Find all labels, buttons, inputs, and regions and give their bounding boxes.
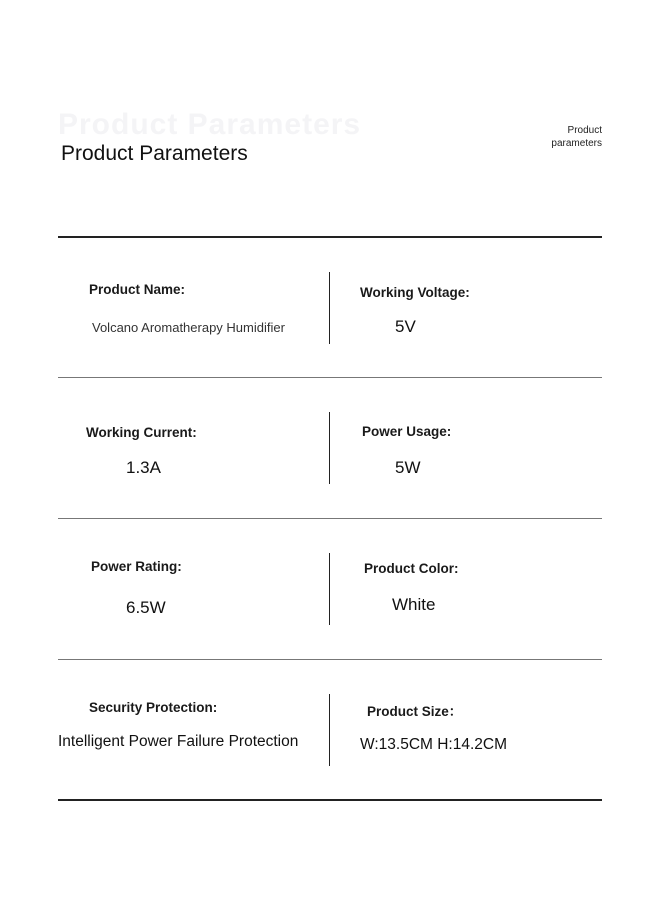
corner-label-line2: parameters xyxy=(551,138,602,149)
page-title: Product Parameters xyxy=(61,142,248,165)
param-value-power-usage: 5W xyxy=(395,458,421,477)
param-value-product-size: W:13.5CM H:14.2CM xyxy=(360,736,508,753)
row-divider-3 xyxy=(58,659,602,660)
row-3-column-divider xyxy=(329,553,330,625)
faint-title-text: Product Parameters xyxy=(58,108,362,141)
param-label-working-voltage: Working Voltage: xyxy=(360,285,470,300)
param-value-product-color: White xyxy=(392,595,436,614)
param-label-power-usage: Power Usage: xyxy=(362,424,452,439)
param-label-security-protection: Security Protection: xyxy=(89,700,218,715)
row-1-column-divider xyxy=(329,272,330,344)
param-label-working-current: Working Current: xyxy=(86,425,197,440)
row-divider-2 xyxy=(58,518,602,519)
bottom-divider xyxy=(58,799,602,801)
param-label-product-name: Product Name: xyxy=(89,282,186,297)
param-label-power-rating: Power Rating: xyxy=(91,559,182,574)
param-value-working-voltage: 5V xyxy=(395,317,416,336)
param-value-working-current: 1.3A xyxy=(126,458,161,477)
param-value-security-protection: Intelligent Power Failure Protection xyxy=(58,733,299,750)
corner-label xyxy=(551,124,602,150)
row-divider-1 xyxy=(58,377,602,378)
param-label-product-color: Product Color: xyxy=(364,561,459,576)
param-label-product-size: Product Size： xyxy=(367,704,463,719)
corner-label-line1: Product xyxy=(567,125,602,136)
param-value-power-rating: 6.5W xyxy=(126,598,166,617)
faint-title-watermark xyxy=(58,108,361,142)
row-2-column-divider xyxy=(329,412,330,484)
top-divider xyxy=(58,236,602,238)
row-4-column-divider xyxy=(329,694,330,766)
param-value-product-name: Volcano Aromatherapy Humidifier xyxy=(92,320,285,335)
